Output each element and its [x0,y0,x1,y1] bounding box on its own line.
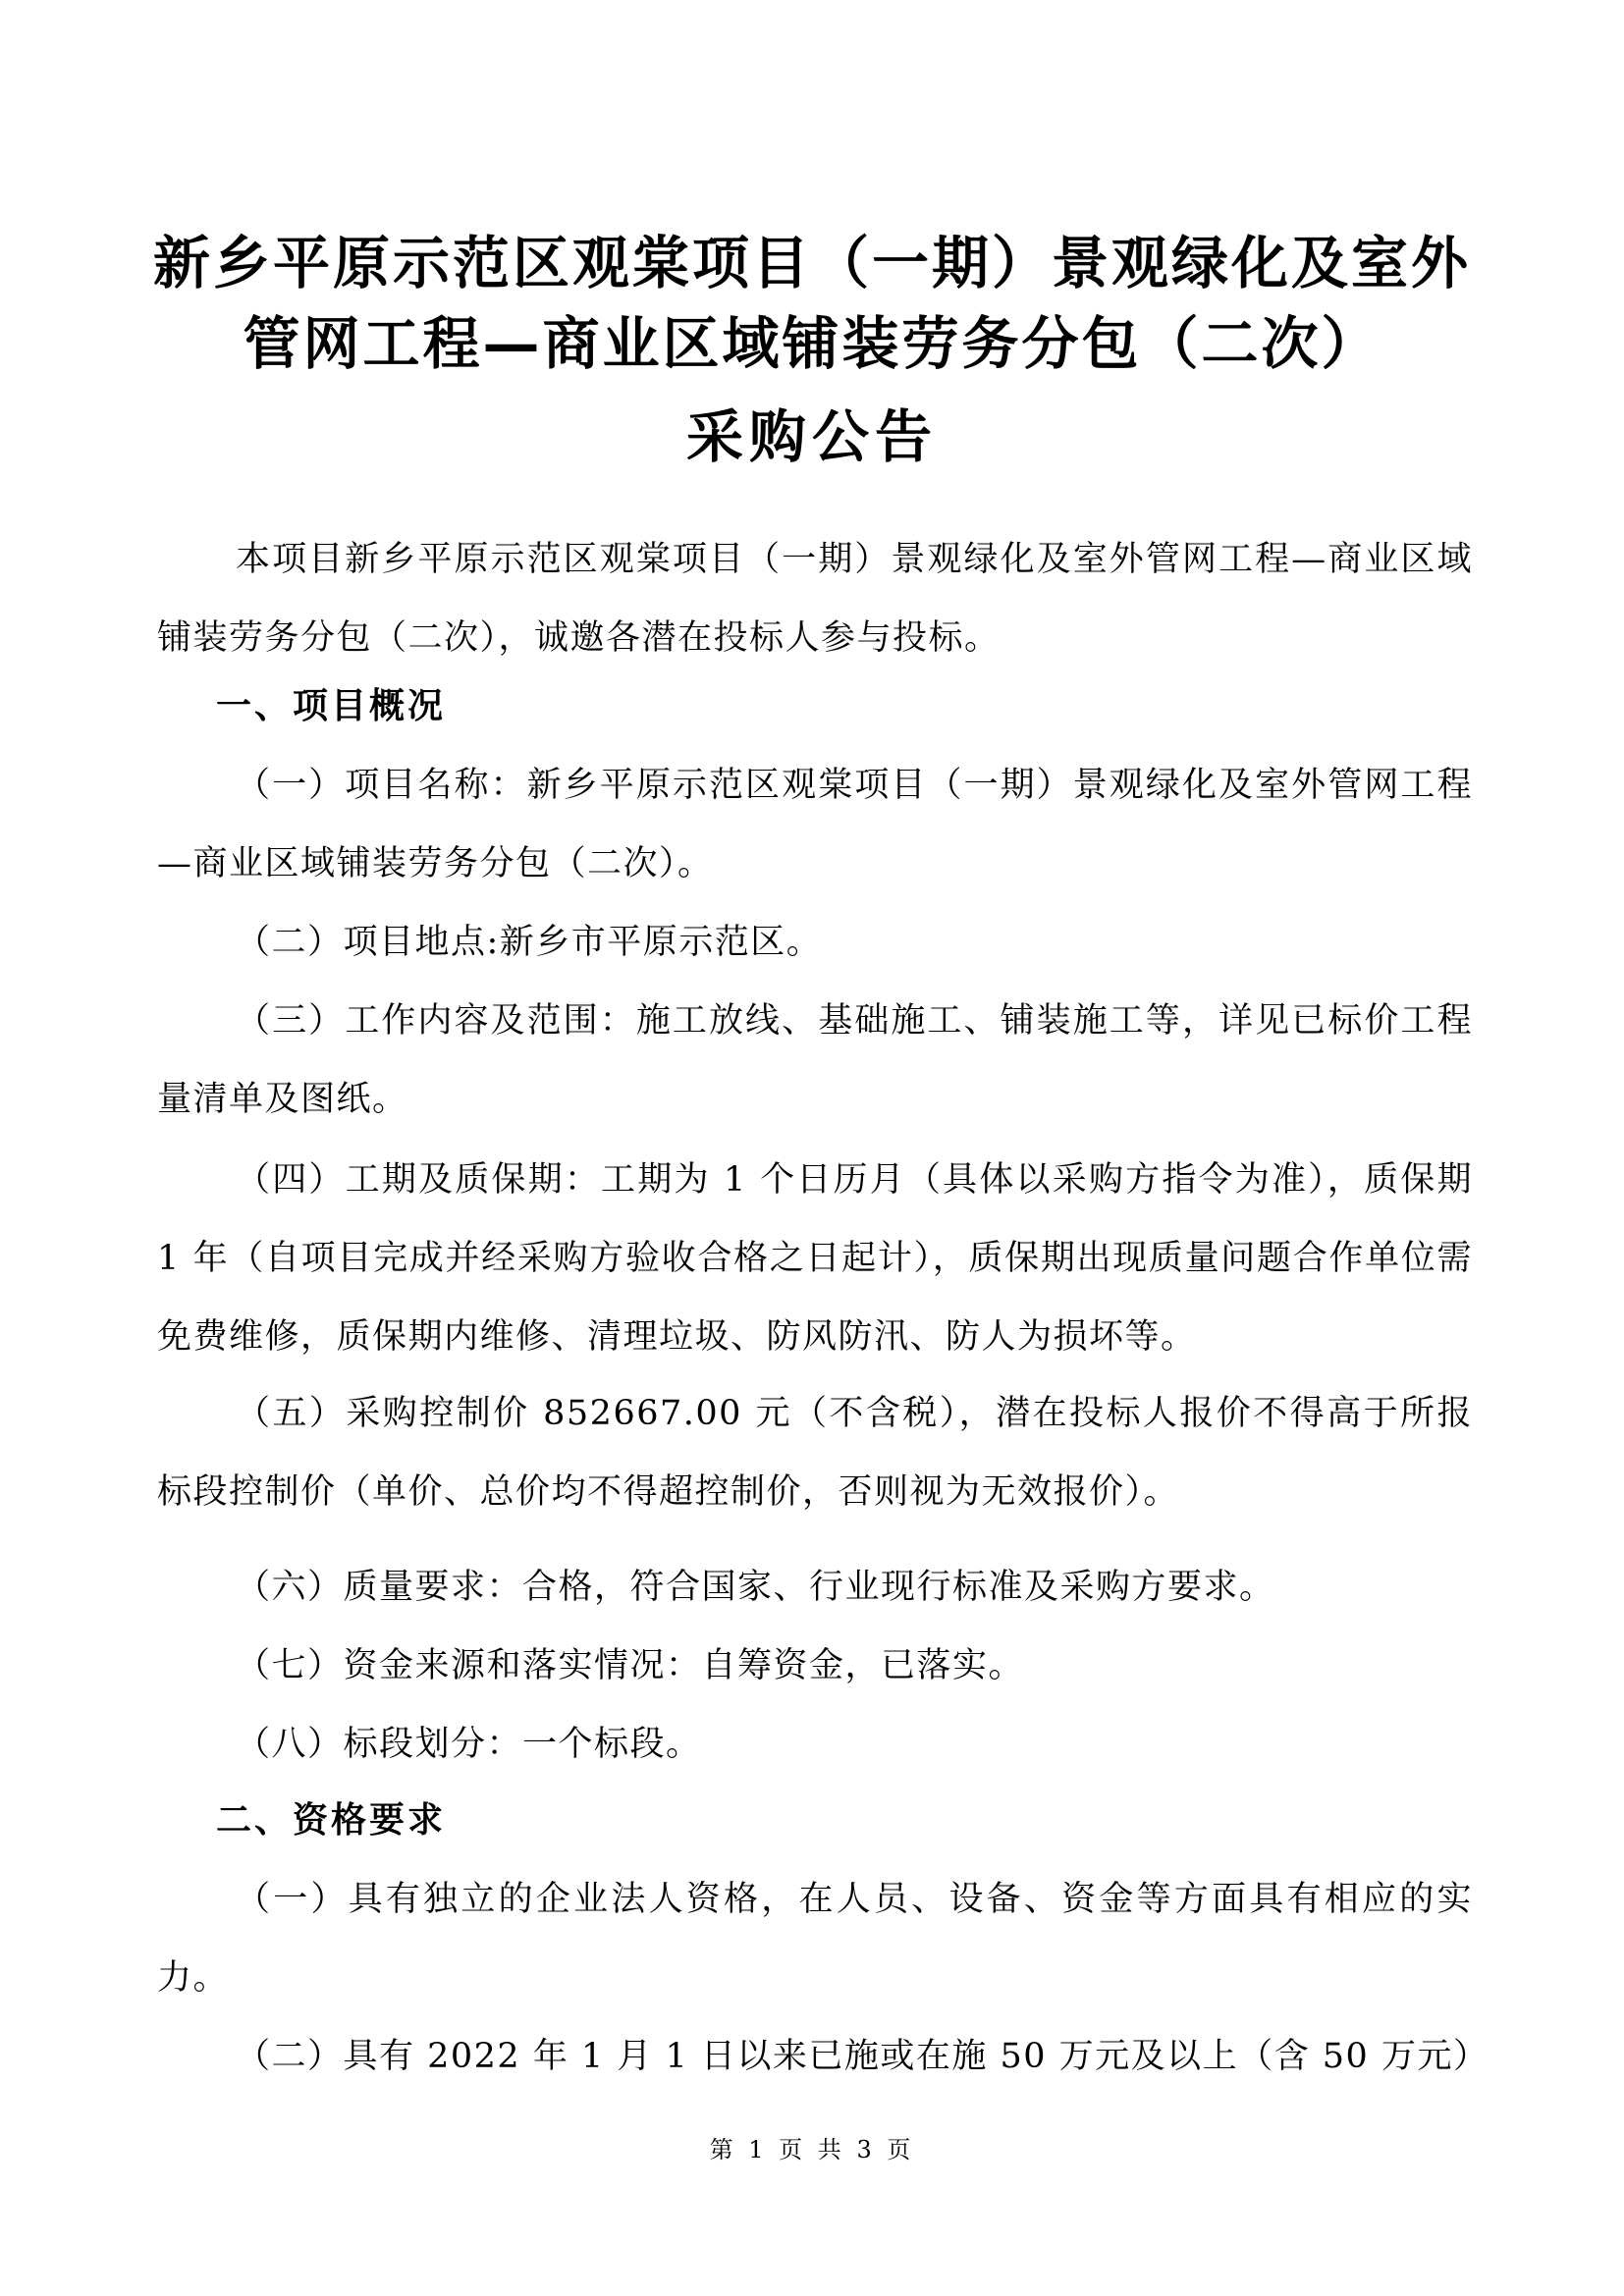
qualification-2: （二）具有 2022 年 1 月 1 日以来已施或在施 50 万元及以上（含 50 万元） [236,2037,1489,2076]
section-1-heading: 一、项目概况 [216,686,447,726]
page-footer: 第 1 页 共 3 页 [709,2136,915,2163]
title-line-2: 管网工程—商业区域铺装劳务分包（二次） [243,310,1381,377]
control-price: （五）采购控制价 852667.00 元（不含税），潜在投标人报价不得高于所报标段控制价（单价、总价均不得超控制价，否则视为无效报价）。 [157,1394,1473,1512]
title-line-3: 采购公告 [685,403,938,470]
section-2-heading: 二、资格要求 [216,1800,447,1841]
quality-requirement: （六）质量要求：合格，符合国家、行业现行标准及采购方要求。 [236,1568,1275,1607]
project-location: （二）项目地点:新乡市平原示范区。 [236,923,823,962]
work-scope: （三）工作内容及范围：施工放线、基础施工、铺装施工等，详见已标价工程量清单及图纸。 [157,1001,1473,1119]
duration-warranty: （四）工期及质保期：工期为 1 个日历月（具体以采购方指令为准），质保期 1 年（自项目完成并经采购方验收合格之日起计），质保期出现质量问题合作单位需免费维修，质保期内维修、清理垃圾、防风防汛、防人为损坏等。 [157,1160,1473,1357]
title-line-1: 新乡平原示范区观棠项目（一期）景观绿化及室外 [152,230,1471,296]
fund-source: （七）资金来源和落实情况：自筹资金，已落实。 [236,1646,1025,1685]
project-name: （一）项目名称：新乡平原示范区观棠项目（一期）景观绿化及室外管网工程—商业区域铺装劳务分包（二次）。 [157,766,1473,883]
lot-division: （八）标段划分：一个标段。 [236,1725,702,1764]
intro-paragraph: 本项目新乡平原示范区观棠项目（一期）景观绿化及室外管网工程—商业区域铺装劳务分包（二次），诚邀各潜在投标人参与投标。 [157,540,1473,658]
qualification-1: （一）具有独立的企业法人资格，在人员、设备、资金等方面具有相应的实力。 [157,1880,1473,1998]
